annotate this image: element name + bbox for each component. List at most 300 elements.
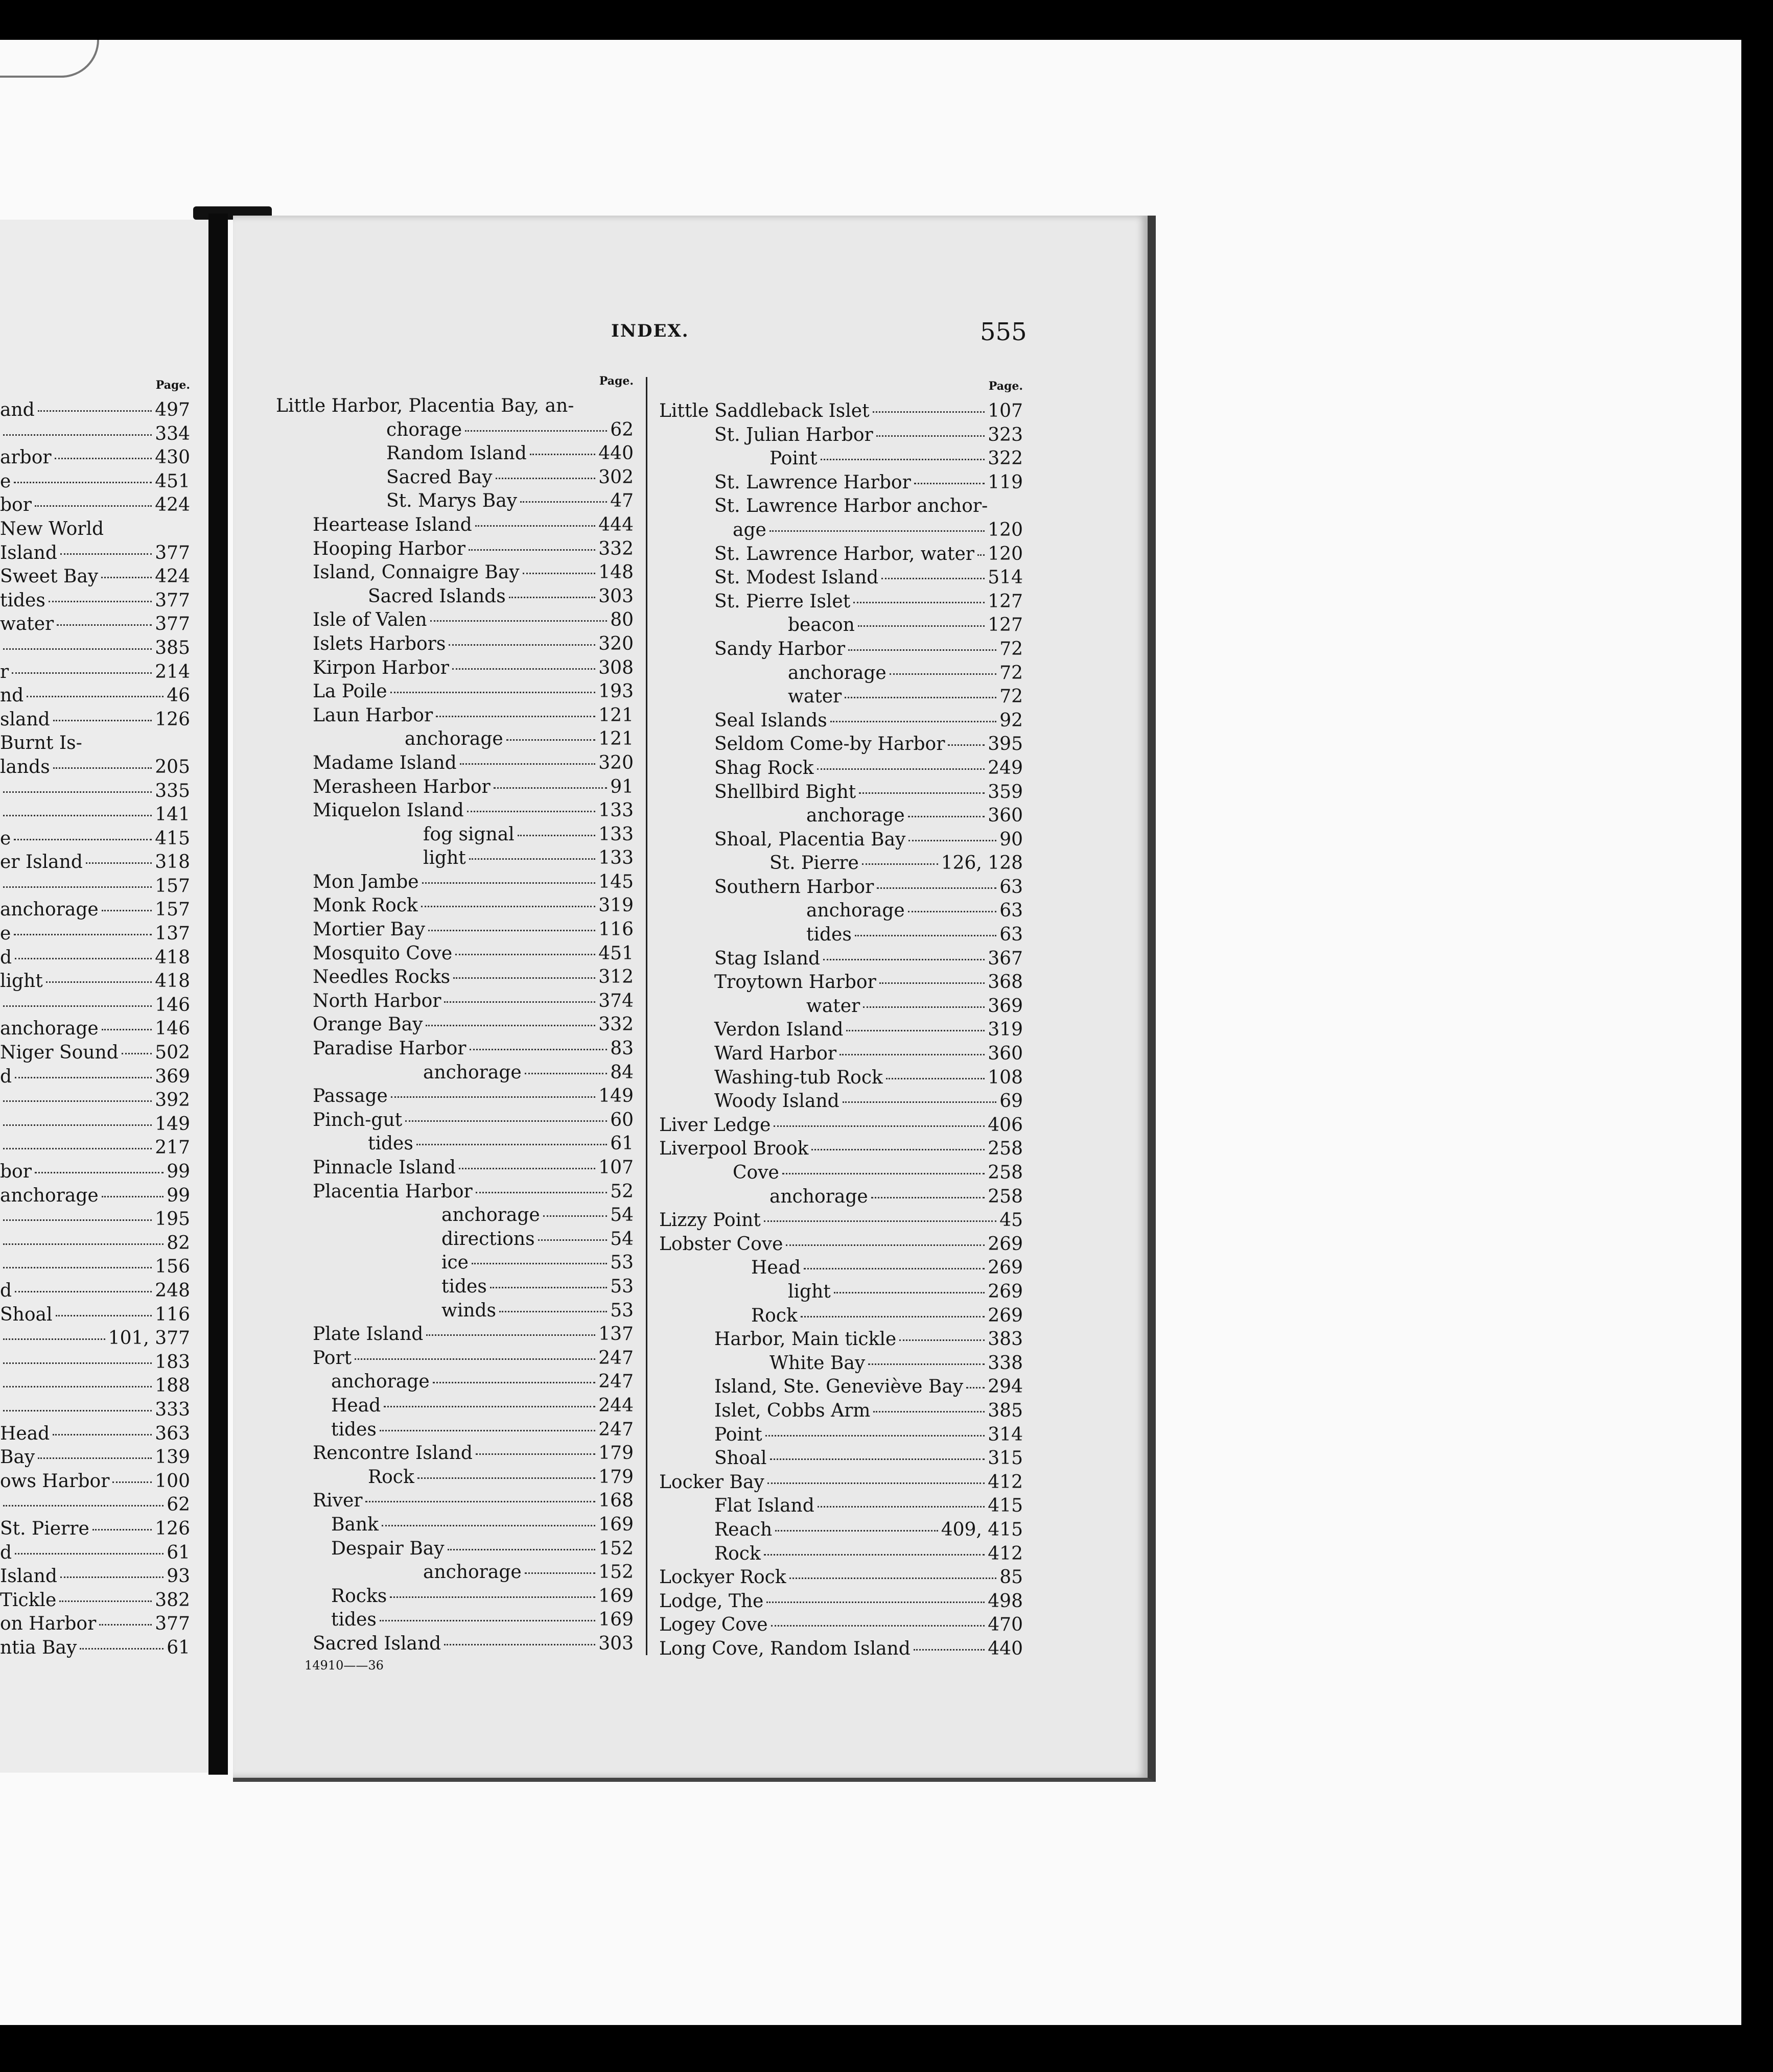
entry-term: water [788, 686, 842, 708]
entry-page-number: 377 [155, 614, 190, 635]
leader-dots [871, 1197, 985, 1198]
index-entry [659, 1542, 1023, 1566]
leader-dots [422, 882, 596, 884]
entry-term: La Poile [313, 681, 387, 702]
leader-dots [448, 1549, 596, 1550]
entry-term: light [423, 847, 466, 869]
index-entry [276, 870, 634, 894]
leader-dots [380, 1430, 595, 1431]
entry-term: anchorage [769, 1186, 868, 1207]
entry-page-number: 100 [155, 1470, 190, 1492]
index-entry [0, 493, 190, 517]
entry-term: ice [441, 1252, 469, 1274]
entry-page-number: 498 [988, 1590, 1023, 1612]
index-entry [276, 1561, 634, 1585]
leader-dots [469, 858, 596, 860]
entry-page-number: 133 [598, 847, 634, 869]
entry-term: anchorage [0, 1185, 99, 1206]
index-entry [659, 1494, 1023, 1518]
entry-term: and [0, 399, 35, 420]
leader-dots [769, 530, 985, 532]
entry-page-number: 320 [598, 752, 634, 773]
entry-page-number: 382 [155, 1589, 190, 1611]
leader-dots [60, 1576, 164, 1578]
page-corner-curl [0, 40, 99, 78]
entry-page-number: 214 [155, 661, 190, 682]
leader-dots [782, 1173, 985, 1174]
leader-dots [436, 716, 595, 717]
entry-page-number: 107 [988, 401, 1023, 421]
entry-page-number: 127 [988, 591, 1023, 612]
left-index-column [0, 377, 190, 1660]
index-entry [659, 1090, 1023, 1114]
right-index-rows [659, 399, 1023, 1661]
index-entry [0, 851, 190, 875]
leader-dots [3, 1338, 105, 1340]
entry-page-number: 61 [167, 1542, 190, 1563]
entry-page-number: 377 [155, 542, 190, 563]
entry-term: St. Lawrence Harbor, water [714, 543, 974, 564]
entry-term: Troytown Harbor [714, 972, 876, 993]
entry-term: light [0, 971, 43, 992]
entry-page-number: 137 [598, 1324, 634, 1345]
entry-page-number: 63 [999, 924, 1023, 946]
entry-term: Washing-tub Rock [714, 1067, 883, 1088]
leader-dots [3, 1505, 164, 1506]
leader-dots [914, 1649, 985, 1651]
entry-page-number: 179 [598, 1466, 634, 1488]
entry-page-number: 360 [988, 1043, 1023, 1065]
index-entry [659, 1637, 1023, 1661]
entry-term: chorage [386, 419, 462, 440]
index-entry [659, 638, 1023, 662]
index-entry [659, 1399, 1023, 1423]
entry-page-number: 53 [610, 1252, 634, 1274]
leader-dots [873, 411, 985, 413]
leader-dots [766, 1602, 985, 1603]
index-entry [276, 1394, 634, 1418]
entry-page-number: 72 [999, 686, 1023, 708]
entry-term: Shoal [0, 1304, 53, 1325]
index-entry [0, 613, 190, 637]
leader-dots [845, 697, 996, 698]
leader-dots [846, 1030, 985, 1031]
index-entry [659, 495, 1023, 519]
entry-page-number: 247 [598, 1371, 634, 1393]
entry-page-number: 93 [167, 1566, 190, 1587]
index-entry [276, 656, 634, 680]
index-entry [276, 1418, 634, 1442]
entry-page-number: 359 [988, 781, 1023, 803]
index-entry [276, 442, 634, 466]
entry-term: Mon Jambe [313, 871, 419, 892]
entry-page-number: 319 [598, 895, 634, 916]
index-entry [0, 827, 190, 851]
leader-dots [848, 649, 996, 651]
entry-page-number: 338 [988, 1352, 1023, 1374]
leader-dots [476, 1453, 595, 1455]
entry-page-number: 193 [598, 681, 634, 702]
entry-term: Liverpool Brook [659, 1138, 809, 1160]
entry-term: Shag Rock [714, 757, 814, 779]
entry-page-number: 84 [610, 1062, 634, 1083]
index-entry [0, 1232, 190, 1256]
entry-term: Flat Island [714, 1495, 814, 1517]
entry-term: on Harbor [0, 1613, 97, 1635]
index-entry [276, 1061, 634, 1085]
leader-dots [914, 483, 985, 484]
entry-term: Needles Rocks [313, 967, 451, 988]
leader-dots [890, 673, 996, 675]
leader-dots [426, 1025, 595, 1026]
entry-page-number: 62 [167, 1494, 190, 1516]
entry-page-number: 157 [155, 899, 190, 921]
entry-page-number: 315 [988, 1448, 1023, 1469]
leader-dots [868, 1363, 985, 1365]
index-entry [0, 803, 190, 827]
entry-term: Hooping Harbor [313, 538, 465, 559]
leader-dots [460, 763, 596, 765]
entry-term: ows Harbor [0, 1470, 110, 1492]
entry-page-number: 424 [155, 566, 190, 587]
index-entry [276, 1489, 634, 1513]
entry-page-number: 183 [155, 1351, 190, 1373]
leader-dots [543, 1215, 607, 1217]
entry-term: water [806, 995, 860, 1017]
leader-dots [876, 435, 985, 437]
entry-page-number: 415 [155, 828, 190, 849]
index-entry [0, 1351, 190, 1375]
entry-term: Head [0, 1423, 50, 1444]
entry-page-number: 269 [988, 1233, 1023, 1255]
entry-page-number: 514 [988, 567, 1023, 588]
entry-page-number: 80 [610, 609, 634, 631]
index-entry [276, 1037, 634, 1061]
entry-term: Passage [313, 1086, 388, 1107]
index-entry [0, 1398, 190, 1422]
index-entry [659, 781, 1023, 805]
entry-term: Bank [331, 1514, 379, 1535]
leader-dots [839, 1054, 985, 1055]
index-entry [659, 1566, 1023, 1590]
entry-term: Island [0, 542, 57, 563]
entry-term: Locker Bay [659, 1471, 764, 1493]
entry-term: tides [331, 1419, 377, 1440]
entry-term: e [0, 923, 11, 945]
entry-term: Lockyer Rock [659, 1567, 786, 1588]
leader-dots [390, 1596, 595, 1598]
entry-term: Island, Ste. Geneviève Bay [714, 1376, 964, 1398]
index-entry [276, 894, 634, 918]
entry-term: nd [0, 685, 24, 707]
index-entry [659, 1328, 1023, 1352]
entry-page-number: 152 [598, 1538, 634, 1559]
entry-page-number: 308 [598, 657, 634, 678]
index-entry [0, 589, 190, 613]
leader-dots [15, 958, 152, 959]
index-entry [276, 1132, 634, 1156]
leader-dots [908, 911, 996, 912]
leader-dots [472, 1263, 607, 1264]
entry-term: Bay [0, 1447, 35, 1468]
entry-page-number: 137 [155, 923, 190, 945]
entry-page-number: 72 [999, 638, 1023, 660]
leader-dots [879, 982, 985, 984]
entry-term: Islets Harbors [313, 633, 446, 654]
leader-dots [3, 648, 152, 650]
entry-page-number: 247 [598, 1419, 634, 1440]
leader-dots [977, 554, 985, 556]
entry-term: tides [806, 924, 852, 946]
leader-dots [858, 625, 985, 627]
entry-term: Little Saddleback Islet [659, 401, 870, 421]
index-entry [276, 1585, 634, 1609]
leader-dots [475, 525, 596, 527]
entry-term: e [0, 828, 11, 849]
entry-page-number: 318 [155, 852, 190, 873]
entry-page-number: 119 [988, 472, 1023, 493]
index-entry [659, 804, 1023, 828]
entry-term: Port [313, 1347, 352, 1369]
page-number: 555 [980, 318, 1027, 346]
leader-dots [3, 1148, 152, 1149]
entry-term: Rock [714, 1543, 761, 1564]
entry-term: light [788, 1281, 831, 1302]
entry-page-number: 502 [155, 1042, 190, 1064]
entry-page-number: 47 [610, 490, 634, 512]
entry-page-number: 188 [155, 1375, 190, 1397]
index-entry [276, 846, 634, 870]
leader-dots [112, 1481, 152, 1483]
entry-page-number: 418 [155, 971, 190, 992]
entry-term: lands [0, 756, 50, 778]
leader-dots [877, 887, 996, 889]
entry-page-number: 360 [988, 805, 1023, 827]
entry-page-number: 60 [610, 1109, 634, 1131]
index-entry [276, 1204, 634, 1228]
leader-dots [530, 454, 596, 455]
leader-dots [459, 1168, 595, 1169]
column-divider [646, 377, 647, 1655]
entry-page-number: 258 [988, 1162, 1023, 1183]
entry-page-number: 121 [598, 728, 634, 750]
leader-dots [469, 549, 595, 551]
leader-dots [873, 1411, 985, 1412]
entry-term: Verdon Island [714, 1019, 844, 1041]
leader-dots [863, 1006, 985, 1008]
leader-dots [3, 1410, 152, 1411]
entry-page-number: 248 [155, 1280, 190, 1301]
entry-page-number: 157 [155, 875, 190, 897]
entry-term: St. Lawrence Harbor [714, 472, 911, 493]
entry-page-number: 412 [988, 1543, 1023, 1564]
index-entry [276, 680, 634, 704]
index-entry [0, 661, 190, 685]
entry-term: Plate Island [313, 1324, 424, 1345]
index-entry [659, 899, 1023, 923]
leader-dots [467, 811, 596, 812]
entry-page-number: 424 [155, 495, 190, 516]
entry-page-number: 126, 128 [941, 853, 1023, 874]
index-entry [276, 918, 634, 942]
index-entry [0, 446, 190, 470]
leader-dots [453, 977, 595, 979]
index-entry [659, 423, 1023, 448]
leader-dots [12, 672, 152, 674]
entry-page-number: 92 [999, 710, 1023, 731]
leader-dots [86, 862, 152, 864]
leader-dots [38, 410, 152, 412]
entry-term: St. Pierre Islet [714, 591, 851, 612]
leader-dots [15, 1077, 152, 1078]
entry-page-number: 141 [155, 804, 190, 826]
leader-dots [496, 478, 596, 479]
leader-dots [102, 910, 152, 911]
entry-page-number: 145 [598, 871, 634, 892]
index-entry [0, 1446, 190, 1470]
entry-term: Seal Islands [714, 710, 827, 731]
entry-page-number: 440 [988, 1638, 1023, 1659]
leader-dots [908, 840, 996, 841]
entry-term: Sacred Bay [386, 466, 493, 488]
entry-page-number: 497 [155, 399, 190, 420]
entry-term: anchorage [806, 900, 905, 922]
entry-page-number: 451 [155, 470, 190, 492]
entry-term: Pinnacle Island [313, 1157, 456, 1178]
leader-dots [881, 578, 985, 579]
index-entry [0, 470, 190, 494]
leader-dots [405, 1120, 607, 1122]
index-entry [276, 1537, 634, 1561]
leader-dots [764, 1220, 996, 1222]
entry-page-number: 244 [598, 1395, 634, 1416]
entry-term: anchorage [788, 662, 886, 684]
leader-dots [834, 1292, 985, 1293]
leader-dots [38, 1457, 152, 1459]
entry-page-number: 148 [598, 562, 634, 583]
entry-term: d [0, 1066, 12, 1087]
leader-dots [53, 1434, 152, 1435]
index-entry [659, 1209, 1023, 1233]
entry-page-number: 146 [155, 1018, 190, 1040]
entry-page-number: 82 [167, 1232, 190, 1254]
index-entry [0, 1184, 190, 1208]
entry-page-number: 440 [598, 443, 634, 464]
leader-dots [449, 644, 595, 646]
entry-term: Reach [714, 1519, 773, 1540]
entry-page-number: 45 [999, 1210, 1023, 1231]
printer-code: 14910——36 [305, 1658, 384, 1673]
leader-dots [53, 767, 152, 769]
leader-dots [823, 959, 985, 960]
leader-dots [3, 1124, 152, 1126]
left-page-fragment [0, 220, 209, 1773]
index-entry [659, 1042, 1023, 1066]
leader-dots [49, 601, 152, 602]
index-entry [276, 727, 634, 751]
index-entry [0, 1589, 190, 1613]
entry-term: Kirpon Harbor [313, 657, 449, 678]
entry-term: d [0, 1542, 12, 1563]
entry-page-number: 169 [598, 1514, 634, 1535]
entry-term: bor [0, 495, 32, 516]
index-entry [659, 757, 1023, 781]
entry-page-number: 99 [167, 1161, 190, 1182]
index-entry [0, 398, 190, 422]
entry-term: Mosquito Cove [313, 943, 453, 964]
index-entry [276, 1442, 634, 1466]
leader-dots [444, 1644, 595, 1645]
index-entry [0, 1374, 190, 1398]
leader-dots [818, 1506, 985, 1508]
entry-page-number: 269 [988, 1281, 1023, 1302]
entry-page-number: 169 [598, 1585, 634, 1607]
leader-dots [853, 602, 985, 603]
index-entry [276, 1632, 634, 1656]
entry-term: White Bay [769, 1352, 866, 1374]
entry-term: Mortier Bay [313, 919, 425, 940]
leader-dots [765, 1435, 985, 1437]
entry-term: Placentia Harbor [313, 1181, 473, 1202]
entry-page-number: 179 [598, 1443, 634, 1464]
leader-dots [59, 1600, 152, 1602]
index-entry [659, 828, 1023, 852]
leader-dots [490, 1287, 607, 1288]
index-entry [276, 466, 634, 490]
entry-term: water [0, 614, 54, 635]
index-entry [276, 1466, 634, 1490]
entry-page-number: 126 [155, 709, 190, 730]
leader-dots [384, 1406, 595, 1407]
entry-page-number: 168 [598, 1490, 634, 1512]
leader-dots [455, 954, 595, 955]
entry-page-number: 312 [598, 967, 634, 988]
leader-dots [92, 1529, 152, 1531]
index-entry [659, 947, 1023, 971]
index-entry [659, 1423, 1023, 1447]
index-entry [0, 1565, 190, 1589]
entry-page-number: 127 [988, 615, 1023, 636]
index-entry [276, 775, 634, 799]
entry-term: Madame Island [313, 752, 457, 773]
leader-dots [811, 1149, 985, 1150]
entry-term: St. Lawrence Harbor anchor- [714, 496, 988, 517]
leader-dots [57, 624, 152, 626]
index-entry [659, 447, 1023, 471]
entry-term: Islet, Cobbs Arm [714, 1400, 871, 1421]
index-entry [276, 585, 634, 609]
entry-term: Harbor, Main tickle [714, 1329, 897, 1350]
entry-term: sland [0, 709, 50, 730]
entry-term: Head [331, 1395, 381, 1416]
leader-dots [830, 721, 996, 722]
entry-term: Orange Bay [313, 1014, 423, 1035]
entry-term: Rock [368, 1466, 414, 1488]
index-entry [0, 922, 190, 946]
entry-term: fog signal [423, 823, 515, 845]
index-entry [276, 1275, 634, 1299]
leader-dots [3, 1219, 152, 1221]
entry-term: anchorage [806, 805, 905, 827]
entry-page-number: 303 [598, 585, 634, 607]
leader-dots [767, 1482, 985, 1484]
leader-dots [428, 930, 595, 931]
leader-dots [430, 620, 608, 622]
entry-term: Miquelon Island [313, 800, 464, 821]
index-entry [0, 756, 190, 780]
index-entry [276, 1180, 634, 1204]
leader-dots [3, 1267, 152, 1268]
